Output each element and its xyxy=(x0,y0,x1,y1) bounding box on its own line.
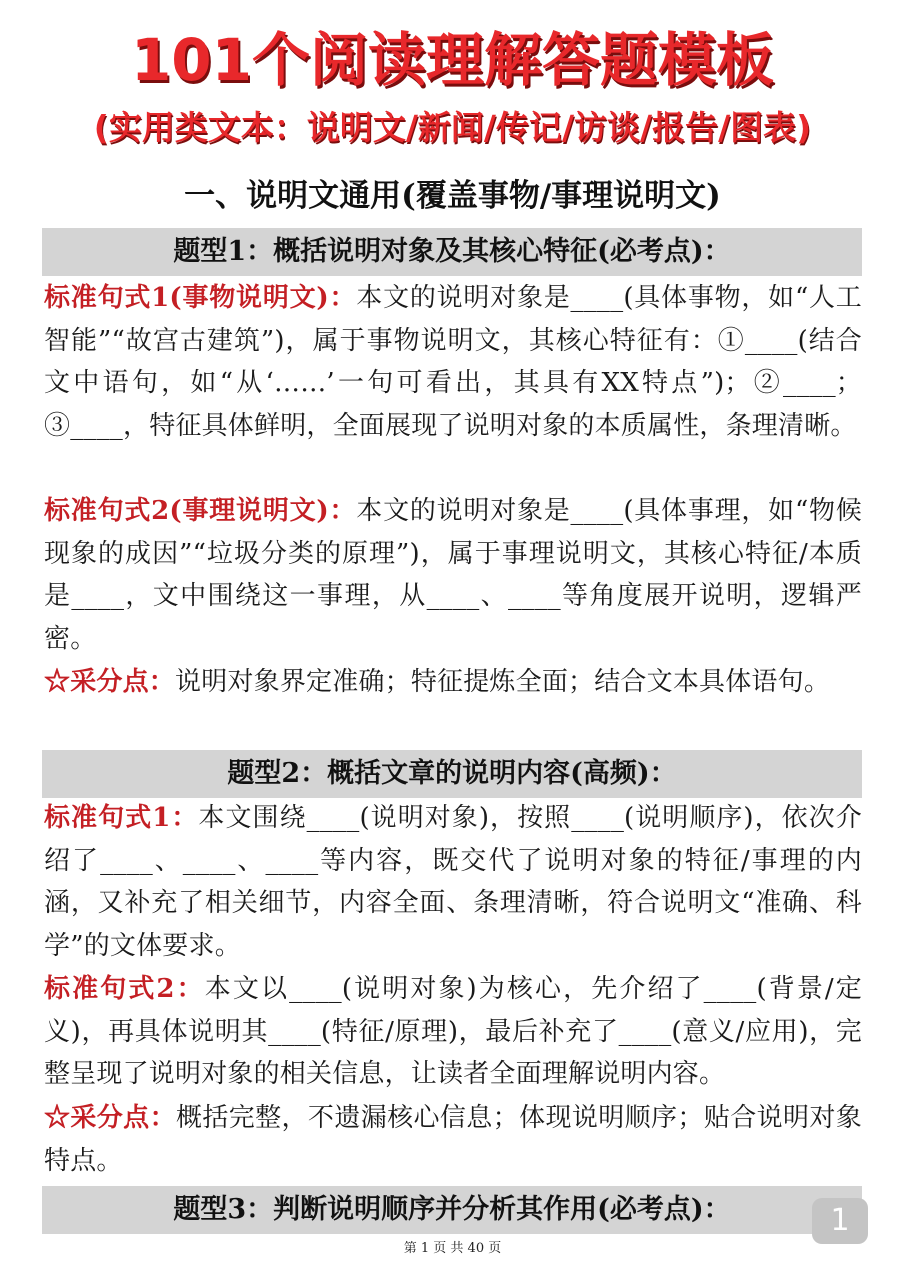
q2-pattern-2 xyxy=(44,968,862,1096)
q2-pattern-1-text: 本文围绕____(说明对象)，按照____(说明顺序)，依次介绍了____、____、____等内容，既交代了说明对象的特征/事理的内涵，又补充了相关细节，内容全面、条理清晰，符合说明文“准确、科学”的文体要求。 xyxy=(44,803,862,961)
q1-pattern-2 xyxy=(44,490,862,660)
q1-pattern-2-label: 标准句式2(事理说明文)： xyxy=(44,496,357,526)
q1-pattern-1-label: 标准句式1(事物说明文)： xyxy=(44,283,357,313)
page-footer: 第 1 页 共 40 页 xyxy=(403,1241,502,1256)
q2-scoring-label: ☆采分点： xyxy=(44,1103,176,1133)
q2-scoring-points xyxy=(44,1097,862,1182)
section-title: 一、说明文通用(覆盖事物/事理说明文) xyxy=(184,178,721,214)
q1-pattern-1 xyxy=(44,277,862,447)
q2-scoring-text: 概括完整，不遗漏核心信息；体现说明顺序；贴合说明对象特点。 xyxy=(44,1103,862,1176)
question-type-2-heading: 题型2：概括文章的说明内容(高频)： xyxy=(42,750,862,798)
q1-pattern-1-text: 本文的说明对象是____(具体事物，如“人工智能”“故宫古建筑”)，属于事物说明文，其核心特征有：①____(结合文中语句，如“从‘……’一句可看出，其具有XX特点”)；②____；③____，特征具体鲜明，全面展现了说明对象的本质属性，条理清晰。 xyxy=(44,283,863,441)
question-type-1-heading: 题型1：概括说明对象及其核心特征(必考点)： xyxy=(42,228,862,276)
page-number-badge[interactable]: 1 xyxy=(812,1198,868,1244)
q1-scoring-points xyxy=(44,661,862,704)
document-title: 101个阅读理解答题模板 xyxy=(130,26,775,94)
q1-pattern-2-text: 本文的说明对象是____(具体事理，如“物候现象的成因”“垃圾分类的原理”)，属于事理说明文，其核心特征/本质是____，文中围绕这一事理，从____、____等角度展开说明，逻辑严密。 xyxy=(44,496,863,654)
document-subtitle: (实用类文本：说明文/新闻/传记/访谈/报告/图表) xyxy=(93,108,812,147)
q2-pattern-1-label: 标准句式1： xyxy=(44,803,199,833)
q2-pattern-1 xyxy=(44,797,862,967)
q1-scoring-text: 说明对象界定准确；特征提炼全面；结合文本具体语句。 xyxy=(175,667,831,697)
q2-pattern-2-label: 标准句式2： xyxy=(44,974,205,1004)
q1-scoring-label: ☆采分点： xyxy=(44,667,176,697)
q2-pattern-2-text: 本文以____(说明对象)为核心，先介绍了____(背景/定义)，再具体说明其____(特征/原理)，最后补充了____(意义/应用)，完整呈现了说明对象的相关信息，让读者全面理解说明内容。 xyxy=(44,974,862,1089)
question-type-3-heading: 题型3：判断说明顺序并分析其作用(必考点)： xyxy=(42,1186,862,1234)
